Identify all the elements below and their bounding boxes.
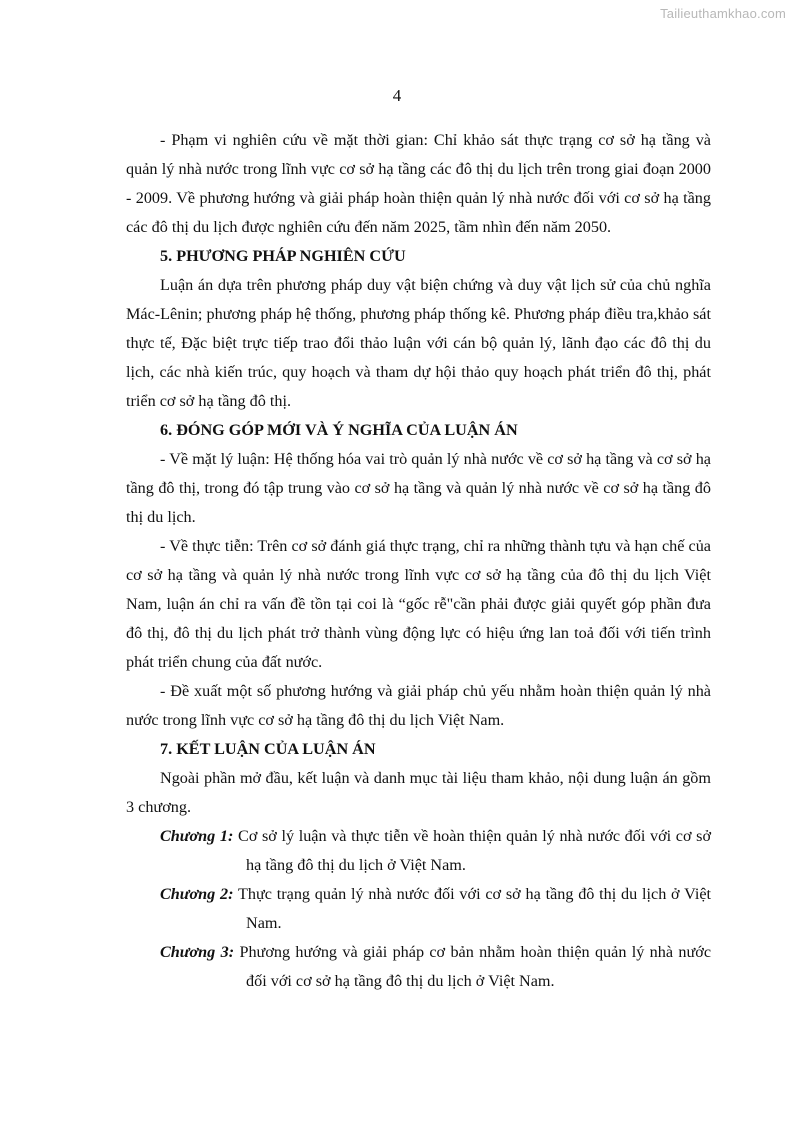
chapter-label: Chương 2: [160, 885, 234, 903]
paragraph-time-scope: - Phạm vi nghiên cứu về mặt thời gian: Chỉ khảo sát thực trạng cơ sở hạ tầng và quản lý nhà nước trong lĩnh vực cơ sở hạ tầng các đô thị du lịch trên trong giai đoạn 2000 - 2009. Về phương hướng và giải pháp hoàn thiện quản lý nhà nước đối với cơ sở hạ tầng các đô thị du lịch được nghiên cứu đến năm 2025, tầm nhìn đến năm 2050. [126, 131, 711, 236]
chapter-item-1 [126, 822, 711, 880]
watermark: Tailieuthamkhao.com [660, 6, 786, 21]
chapter-text: Thực trạng quản lý nhà nước đối với cơ sở hạ tầng đô thị du lịch ở Việt Nam. [238, 885, 712, 932]
chapter-item-2 [126, 880, 711, 938]
heading-contributions: 6. ĐÓNG GÓP MỚI VÀ Ý NGHĨA CỦA LUẬN ÁN [160, 421, 518, 439]
document-body [126, 126, 711, 996]
heading-conclusion: 7. KẾT LUẬN CỦA LUẬN ÁN [160, 740, 376, 758]
chapter-item-3 [126, 938, 711, 996]
paragraph-proposals: - Đề xuất một số phương hướng và giải pháp chủ yếu nhằm hoàn thiện quản lý nhà nước trong lĩnh vực cơ sở hạ tầng đô thị du lịch Việt Nam. [126, 682, 711, 729]
page-number: 4 [392, 86, 402, 105]
chapter-text: Cơ sở lý luận và thực tiễn về hoàn thiện quản lý nhà nước đối với cơ sở hạ tầng đô thị du lịch ở Việt Nam. [238, 827, 711, 874]
paragraph-practice: - Về thực tiễn: Trên cơ sở đánh giá thực trạng, chỉ ra những thành tựu và hạn chế của cơ sở hạ tầng và quản lý nhà nước trong lĩnh vực cơ sở hạ tầng của đô thị du lịch Việt Nam, luận án chỉ ra vấn đề tồn tại coi là “gốc rễ"cần phải được giải quyết góp phần đưa đô thị, đô thị du lịch phát trở thành vùng động lực có hiệu ứng lan toả đối với tiến trình phát triển chung của đất nước. [126, 537, 711, 671]
paragraph-methods: Luận án dựa trên phương pháp duy vật biện chứng và duy vật lịch sử của chủ nghĩa Mác-Lênin; phương pháp hệ thống, phương pháp thống kê. Phương pháp điều tra,khảo sát thực tế, Đặc biệt trực tiếp trao đổi thảo luận với cán bộ quản lý, lãnh đạo các đô thị du lịch, các nhà kiến trúc, quy hoạch và tham dự hội thảo quy hoạch phát triển đô thị, phát triển cơ sở hạ tầng đô thị. [126, 276, 711, 410]
heading-research-methods: 5. PHƯƠNG PHÁP NGHIÊN CỨU [160, 247, 406, 265]
paragraph-structure: Ngoài phần mở đầu, kết luận và danh mục tài liệu tham khảo, nội dung luận án gồm 3 chương. [126, 769, 711, 816]
chapter-label: Chương 1: [160, 827, 234, 845]
chapter-label: Chương 3: [160, 943, 235, 961]
paragraph-theory: - Về mặt lý luận: Hệ thống hóa vai trò quản lý nhà nước về cơ sở hạ tầng và cơ sở hạ tầng đô thị, trong đó tập trung vào cơ sở hạ tầng và quản lý nhà nước về cơ sở hạ tầng đô thị du lịch. [126, 450, 711, 526]
chapter-text: Phương hướng và giải pháp cơ bản nhằm hoàn thiện quản lý nhà nước đối với cơ sở hạ tầng đô thị du lịch ở Việt Nam. [239, 943, 712, 990]
